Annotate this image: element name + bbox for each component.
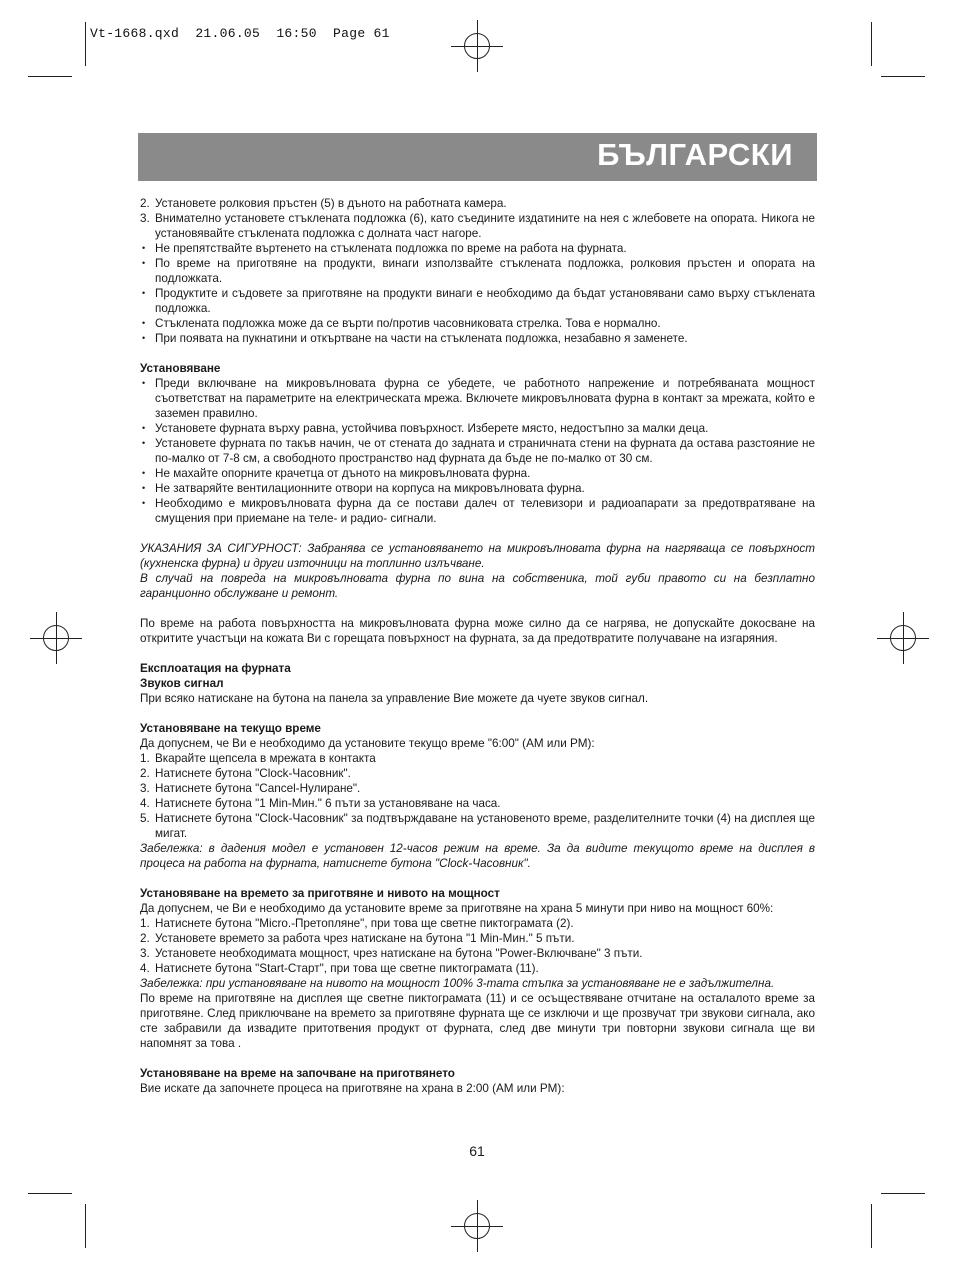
list-marker: 2. (140, 767, 150, 780)
safety-warning: УКАЗАНИЯ ЗА СИГУРНОСТ: Забранява се установяването на микровълновата фурна на нагряваща се повърхност (кухненска фурна) и други източници на топлинно излъчване. (140, 542, 815, 570)
clock-note: Забележка: в дадения модел е установен 12-часов режим на време. За да видите текущото време на дисплея в процеса на работа на фурната, натиснете бутона "Clock-Часовник". (140, 842, 815, 870)
list-text: При появата на пукнатини и откъртване на части на стъклената подложка, незабавно я заменете. (155, 332, 688, 345)
list-text: Вкарайте щепсела в мрежата в контакта (155, 752, 376, 765)
list-item (140, 376, 815, 421)
bullet-icon: • (142, 498, 146, 508)
list-text: Не махайте опорните крачетца от дъното на микровълновата фурна. (155, 467, 531, 480)
list-text: Натиснете бутона "Start-Старт", при това ще светне пиктограмата (11). (155, 962, 539, 975)
list-item (140, 781, 815, 796)
sound-signal-heading: Звуков сигнал (140, 677, 224, 690)
list-item (140, 946, 815, 961)
burn-warning: По време на работа повърхността на микровълновата фурна може силно да се нагрява, не допускайте докосване на откритите участъци на кожата Ви с горещата повърхност на фурната, за да предотвратите получаване на изгаряния. (140, 617, 815, 645)
bullet-icon: • (142, 243, 146, 253)
list-marker: 3. (140, 782, 150, 795)
registration-mark-left-icon (43, 625, 69, 651)
list-item (140, 766, 815, 781)
list-text: Внимателно установете стъклената подложка (6), като съедините издатините на нея с жлебовете на опората. Никога не установявайте стъклената подложка с долната част нагоре. (155, 212, 815, 240)
list-item (140, 286, 815, 316)
list-marker: 4. (140, 962, 150, 975)
installation-bullets (140, 376, 815, 526)
list-marker: 2. (140, 932, 150, 945)
cooking-note: Забележка: при установяване на нивото на мощност 100% 3-тата стъпка за установяване не е задължителна. (140, 977, 775, 990)
bullet-icon: • (142, 318, 146, 328)
printer-slug: Vt-1668.qxd 21.06.05 16:50 Page 61 (90, 26, 390, 41)
list-item (140, 421, 815, 436)
list-text: Установете ролковия пръстен (5) в дъното на работната камера. (155, 197, 507, 210)
list-item (140, 811, 815, 841)
list-marker: 4. (140, 797, 150, 810)
cooking-steps (140, 916, 815, 976)
bullet-icon: • (142, 378, 146, 388)
list-item (140, 466, 815, 481)
list-item (140, 961, 815, 976)
page-number (0, 1143, 954, 1159)
crop-mark (871, 1204, 872, 1248)
list-text: Необходимо е микровълновата фурна да се постави далеч от телевизори и радиоапарати за предотвратяване на смущения при приемане на теле- и радио- сигнали. (155, 497, 815, 525)
list-item (140, 751, 815, 766)
list-text: Установете фурната по такъв начин, че от стената до задната и страничната стени на фурната да остава разстояние не по-малко от 7-8 см, а свободното пространство над фурната да бъде не по-малко от 30 см. (155, 437, 815, 465)
list-text: Натиснете бутона "1 Min-Мин." 6 пъти за установяване на часа. (155, 797, 501, 810)
crop-mark (85, 22, 86, 66)
bullet-icon: • (142, 483, 146, 493)
list-item (140, 196, 815, 211)
list-text: Натиснете бутона "Clock-Часовник" за подтвърждаване на установеното време, разделителните точки (4) на дисплея ще мигат. (155, 812, 815, 840)
list-item (140, 496, 815, 526)
language-title: БЪЛГАРСКИ (597, 137, 793, 172)
list-text: Натиснете бутона "Clock-Часовник". (155, 767, 351, 780)
crop-mark (85, 1204, 86, 1248)
list-item (140, 931, 815, 946)
bullet-icon: • (142, 258, 146, 268)
bullet-icon: • (142, 288, 146, 298)
language-header-band (138, 133, 817, 181)
installation-heading: Установяване (140, 362, 221, 375)
list-text: Не затваряйте вентилационните отвори на корпуса на микровълновата фурна. (155, 482, 585, 495)
crop-mark (28, 1193, 72, 1194)
list-text: Установете времето за работа чрез натискане на бутона "1 Min-Мин." 5 пъти. (155, 932, 575, 945)
sound-signal-text: При всяко натискане на бутона на панела за управление Вие можете да чуете звуков сигнал. (140, 692, 649, 705)
list-text: Установете фурната върху равна, устойчива повърхност. Изберете място, недостъпно за малки деца. (155, 422, 709, 435)
list-item (140, 316, 815, 331)
crop-mark (871, 22, 872, 66)
delayed-start-heading: Установяване на време на започване на приготвянето (140, 1067, 455, 1080)
bullet-icon: • (142, 423, 146, 433)
bullet-icon: • (142, 438, 146, 448)
list-text: Установете необходимата мощност, чрез натискане на бутона "Power-Включване" 3 пъти. (155, 947, 643, 960)
delayed-start-intro: Вие искате да започнете процеса на приготвяне на храна в 2:00 (AM или PM): (140, 1082, 565, 1095)
bullet-icon: • (142, 333, 146, 343)
warranty-warning: В случай на повреда на микровълновата фурна по вина на собственика, той губи правото си на безплатно гаранционно обслужване и ремонт. (140, 572, 815, 600)
list-text: Преди включване на микровълновата фурна се убедете, че работното напрежение и потребяваната мощност съответстват на параметрите на електрическата мрежа. Включете микровълновата фурна в контакт за мрежата, който е заземен правилно. (155, 377, 815, 420)
list-marker: 3. (140, 212, 150, 225)
list-item (140, 241, 815, 256)
crop-mark (881, 76, 925, 77)
list-marker: 1. (140, 752, 150, 765)
clock-intro: Да допуснем, че Ви е необходимо да установите текущо време "6:00" (AM или PM): (140, 737, 595, 750)
crop-mark (28, 76, 72, 77)
registration-mark-bottom-icon (464, 1213, 490, 1239)
list-text: Стъклената подложка може да се върти по/против часовниковата стрелка. Това е нормално. (155, 317, 661, 330)
list-item (140, 256, 815, 286)
bullet-icon: • (142, 468, 146, 478)
list-item (140, 796, 815, 811)
page-content (140, 196, 815, 1096)
list-item (140, 331, 815, 346)
list-item (140, 916, 815, 931)
list-text: По време на приготвяне на продукти, винаги използвайте стъклената подложка, ролковия пръстен и опората на подложката. (155, 257, 815, 285)
list-text: Продуктите и съдовете за приготвяне на продукти винаги е необходимо да бъдат установявани само върху стъклената подложка. (155, 287, 815, 315)
crop-mark (881, 1193, 925, 1194)
list-text: Не препятствайте въртенето на стъклената подложка по време на работа на фурната. (155, 242, 627, 255)
list-text: Натиснете бутона "Cancel-Нулиране". (155, 782, 361, 795)
list-item (140, 211, 815, 241)
cooking-heading: Установяване на времето за приготвяне и нивото на мощност (140, 887, 500, 900)
clock-steps (140, 751, 815, 841)
installation-steps (140, 196, 815, 241)
general-bullets (140, 241, 815, 346)
list-marker: 1. (140, 917, 150, 930)
list-item (140, 436, 815, 466)
cooking-intro: Да допуснем, че Ви е необходимо да установите време за приготвяне на храна 5 минути при ниво на мощност 60%: (140, 902, 774, 915)
clock-heading: Установяване на текущо време (140, 722, 321, 735)
list-marker: 2. (140, 197, 150, 210)
registration-mark-right-icon (890, 625, 916, 651)
list-marker: 3. (140, 947, 150, 960)
page-number-text: 61 (469, 1143, 485, 1159)
list-text: Натиснете бутона "Micro.-Претопляне", при това ще светне пиктограмата (2). (155, 917, 574, 930)
cooking-text: По време на приготвяне на дисплея ще светне пиктограмата (11) и се осъществяване отчитане на осталалото време за приготвяне. След приключване на времето за приготвяне фурната ще се изключи и ще прозвучат три звукови сигнала, ако сте забравили да извадите притотвения продукт от фурната, след две минути три повторни звукови сигнала ще ви напомнят за това . (140, 992, 815, 1050)
registration-mark-top-icon (464, 33, 490, 59)
list-item (140, 481, 815, 496)
list-marker: 5. (140, 812, 150, 825)
operation-heading: Експлоатация на фурната (140, 662, 291, 675)
